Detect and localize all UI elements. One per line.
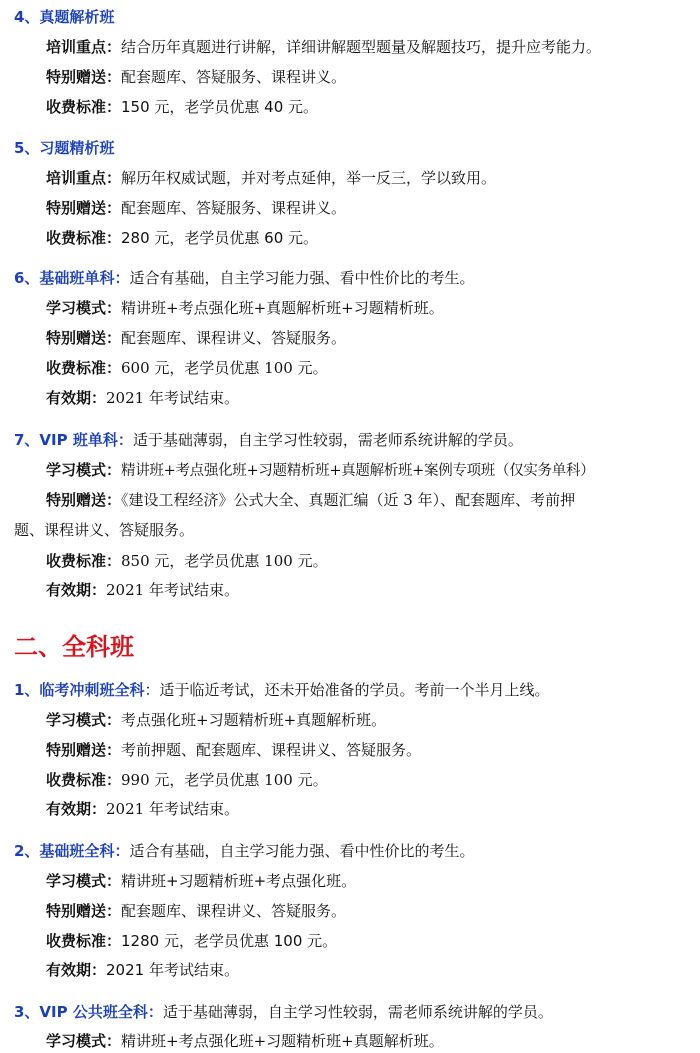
item5-focus-row bbox=[46, 168, 700, 188]
fee-label: 收费标准： bbox=[46, 98, 122, 116]
item4-heading: 4、真题解析班 bbox=[14, 8, 115, 26]
focus-text: 结合历年真题进行讲解，详细讲解题型题量及解题技巧，提升应考能力。 bbox=[121, 38, 602, 56]
valid-text: 2021 年考试结束。 bbox=[106, 581, 239, 599]
item7-gift-row bbox=[46, 490, 700, 510]
fee-label: 收费标准： bbox=[46, 932, 122, 950]
mode-text: 精讲班+考点强化班+习题精析班+真题解析班+案例专项班（仅实务单科） bbox=[121, 463, 595, 479]
s2-item2-valid-row bbox=[46, 960, 700, 980]
fee-label: 收费标准： bbox=[46, 771, 122, 789]
s2-item2-title-row bbox=[14, 841, 700, 861]
s2-item2-heading: 2、基础班全科： bbox=[14, 842, 130, 860]
gift-label: 特别赠送： bbox=[46, 68, 122, 86]
s2-item1-gift-row bbox=[46, 740, 700, 760]
item5-title bbox=[14, 138, 700, 158]
mode-label: 学习模式： bbox=[46, 1032, 122, 1050]
focus-label: 培训重点： bbox=[46, 38, 122, 56]
item7-gift-cont-row bbox=[14, 520, 700, 540]
fee-text: 150 元，老学员优惠 40 元。 bbox=[121, 98, 319, 116]
mode-text: 精讲班+考点强化班+习题精析班+真题解析班。 bbox=[121, 1032, 444, 1050]
s2-item3-heading: 3、VIP 公共班全科： bbox=[14, 1003, 163, 1021]
valid-text: 2021 年考试结束。 bbox=[106, 800, 239, 818]
item4-gift-row bbox=[46, 67, 700, 87]
mode-text: 精讲班+习题精析班+考点强化班。 bbox=[121, 872, 357, 890]
focus-text: 解历年权威试题，并对考点延伸，举一反三，学以致用。 bbox=[121, 169, 497, 187]
mode-text: 精讲班+考点强化班+真题解析班+习题精析班。 bbox=[121, 299, 444, 317]
gift-label: 特别赠送： bbox=[46, 199, 122, 217]
item4-title bbox=[14, 7, 700, 27]
fee-label: 收费标准： bbox=[46, 552, 122, 570]
gift-label: 特别赠送： bbox=[46, 329, 122, 347]
mode-label: 学习模式： bbox=[46, 299, 122, 317]
fee-text: 990 元，老学员优惠 100 元。 bbox=[121, 771, 328, 789]
gift-text: 配套题库、答疑服务、课程讲义。 bbox=[121, 199, 347, 217]
valid-label: 有效期： bbox=[46, 961, 107, 979]
gift-text: 配套题库、课程讲义、答疑服务。 bbox=[121, 902, 347, 920]
valid-label: 有效期： bbox=[46, 581, 107, 599]
s2-item2-fee-row bbox=[46, 931, 700, 951]
item6-title-row bbox=[14, 268, 700, 288]
gift-text: 配套题库、课程讲义、答疑服务。 bbox=[121, 329, 347, 347]
s2-item1-desc: ：适于临近考试，还未开始准备的学员。考前一个半月上线。 bbox=[144, 681, 550, 699]
s2-item1-fee-row bbox=[46, 770, 700, 790]
mode-label: 学习模式： bbox=[46, 711, 122, 729]
item5-gift-row bbox=[46, 198, 700, 218]
item6-heading: 6、基础班单科： bbox=[14, 269, 130, 287]
fee-text: 850 元，老学员优惠 100 元。 bbox=[121, 552, 328, 570]
s2-item2-mode-row bbox=[46, 871, 700, 891]
s2-item3-desc: 适于基础薄弱，自主学习性较弱，需老师系统讲解的学员。 bbox=[162, 1003, 553, 1021]
gift-label: 特别赠送： bbox=[46, 741, 122, 759]
item6-desc: 适合有基础，自主学习能力强、看中性价比的考生。 bbox=[129, 269, 475, 287]
s2-item2-desc: 适合有基础，自主学习能力强、看中性价比的考生。 bbox=[129, 842, 475, 860]
mode-label: 学习模式： bbox=[46, 461, 122, 479]
item5-fee-row bbox=[46, 228, 700, 248]
item7-valid-row bbox=[46, 580, 700, 600]
item6-valid-row bbox=[46, 388, 700, 408]
s2-item2-gift-row bbox=[46, 901, 700, 921]
valid-label: 有效期： bbox=[46, 389, 107, 407]
fee-label: 收费标准： bbox=[46, 359, 122, 377]
fee-label: 收费标准： bbox=[46, 229, 122, 247]
mode-label: 学习模式： bbox=[46, 872, 122, 890]
focus-label: 培训重点： bbox=[46, 169, 122, 187]
item7-desc: 适于基础薄弱，自主学习性较弱，需老师系统讲解的学员。 bbox=[132, 431, 523, 449]
item4-focus-row bbox=[46, 37, 700, 57]
item7-mode-row bbox=[46, 460, 700, 481]
s2-item3-mode-row bbox=[46, 1031, 700, 1051]
s2-item1-title-row bbox=[14, 680, 700, 700]
s2-item1-heading: 1、临考冲刺班全科 bbox=[14, 681, 145, 699]
s2-item3-title-row bbox=[14, 1002, 700, 1022]
item4-fee-row bbox=[46, 97, 700, 117]
gift-text: 《建设工程经济》公式大全、真题汇编（近 3 年）、配套题库、考前押 bbox=[121, 491, 576, 509]
gift-label: 特别赠送： bbox=[46, 491, 122, 509]
mode-text: 考点强化班+习题精析班+真题解析班。 bbox=[121, 711, 387, 729]
item7-fee-row bbox=[46, 551, 700, 571]
item5-heading: 5、习题精析班 bbox=[14, 139, 115, 157]
item6-fee-row bbox=[46, 358, 700, 378]
item6-mode-row bbox=[46, 298, 700, 318]
item6-gift-row bbox=[46, 328, 700, 348]
s2-item1-mode-row bbox=[46, 710, 700, 730]
fee-text: 280 元，老学员优惠 60 元。 bbox=[121, 229, 319, 247]
valid-text: 2021 年考试结束。 bbox=[106, 389, 239, 407]
valid-text: 2021 年考试结束。 bbox=[106, 961, 239, 979]
gift-label: 特别赠送： bbox=[46, 902, 122, 920]
fee-text: 600 元，老学员优惠 100 元。 bbox=[121, 359, 328, 377]
gift-text: 考前押题、配套题库、课程讲义、答疑服务。 bbox=[121, 741, 422, 759]
gift-text: 配套题库、答疑服务、课程讲义。 bbox=[121, 68, 347, 86]
item7-heading: 7、VIP 班单科： bbox=[14, 431, 133, 449]
fee-text: 1280 元，老学员优惠 100 元。 bbox=[121, 932, 338, 950]
gift-text-continued: 题、课程讲义、答疑服务。 bbox=[14, 521, 195, 539]
valid-label: 有效期： bbox=[46, 800, 107, 818]
item7-title-row bbox=[14, 430, 700, 450]
section-title: 二、全科班 bbox=[14, 633, 134, 661]
s2-item1-valid-row bbox=[46, 799, 700, 819]
